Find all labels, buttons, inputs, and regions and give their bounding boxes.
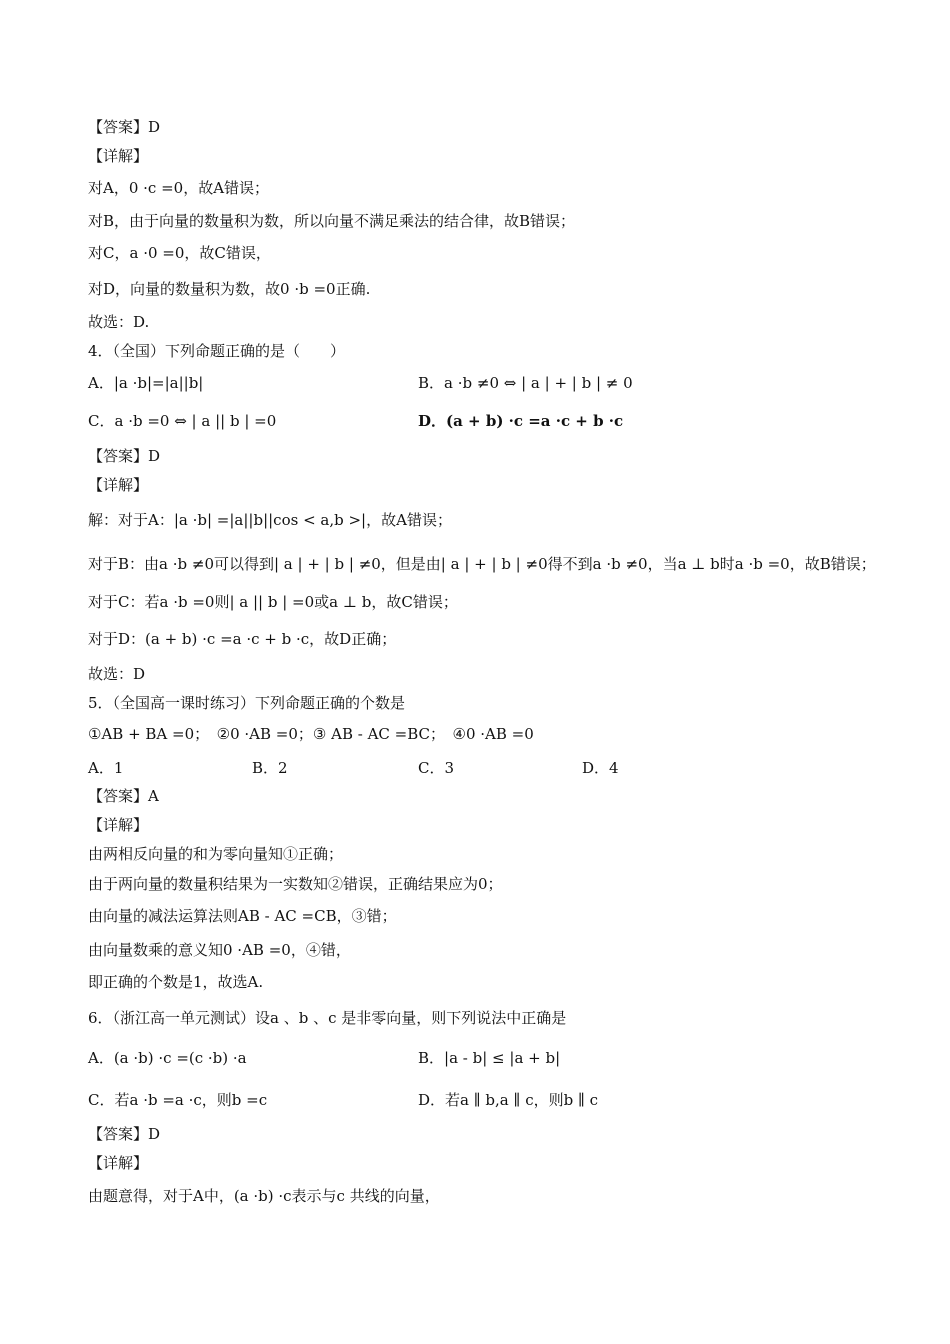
q6-option-b: B．|a - b| ≤ |a + b|	[418, 1049, 561, 1067]
q5-option-b: B．2	[252, 759, 288, 777]
q5-option-c: C．3	[418, 759, 455, 777]
explanation-line: 解：对于A：|a ·b| =|a||b||cos < a,b >|，故A错误；	[88, 511, 452, 529]
q5-statements: ①AB + BA =0； ②0 ·AB =0；③ AB - AC =BC； ④0 ·AB =0	[88, 725, 534, 743]
answer-label-q6: 【答案】D	[88, 1125, 161, 1143]
explanation-line: 由于两向量的数量积结果为一实数知②错误，正确结果应为0；	[88, 875, 503, 893]
explanation-line: 对A，0 ·c =0，故A错误；	[88, 179, 270, 197]
conclusion-line: 即正确的个数是1，故选A.	[88, 973, 264, 991]
explanation-line: 对于C：若a ·b =0则| a || b | =0或a ⊥ b，故C错误；	[88, 593, 458, 611]
q6-option-c: C．若a ·b =a ·c，则b =c	[88, 1091, 268, 1109]
answer-label-q5: 【答案】A	[88, 787, 159, 805]
q5-option-a: A．1	[88, 759, 124, 777]
explanation-line: 对D，向量的数量积为数，故0 ·b =0正确.	[88, 280, 371, 298]
answer-label-q3: 【答案】D	[88, 118, 161, 136]
explanation-line: 由向量的减法运算法则AB - AC =CB，③错；	[88, 907, 397, 925]
question-5-title: 5．（全国高一课时练习）下列命题正确的个数是	[88, 694, 406, 712]
explanation-line: 对于B：由a ·b ≠0可以得到| a | + | b | ≠0，但是由| a | + | b | ≠0得不到a ·b ≠0，当a ⊥ b时a ·b =0，故B错误；	[88, 555, 876, 573]
q4-option-b: B．a ·b ≠0 ⇔ | a | + | b | ≠ 0	[418, 374, 633, 392]
q6-option-a: A．(a ·b) ·c =(c ·b) ·a	[88, 1049, 247, 1067]
explanation-line: 由题意得，对于A中，(a ·b) ·c表示与c 共线的向量，	[88, 1187, 440, 1205]
explanation-line: 对B，由于向量的数量积为数，所以向量不满足乘法的结合律，故B错误；	[88, 212, 576, 230]
q4-option-d: D．(a + b) ·c =a ·c + b ·c	[418, 412, 624, 430]
question-6-title: 6．（浙江高一单元测试）设a 、b 、c 是非零向量，则下列说法中正确是	[88, 1009, 567, 1027]
q4-option-c: C．a ·b =0 ⇔ | a || b | =0	[88, 412, 277, 430]
explanation-line: 由向量数乘的意义知0 ·AB =0，④错，	[88, 941, 351, 959]
explanation-line: 对C，a ·0 =0，故C错误，	[88, 244, 271, 262]
question-4-title: 4．（全国）下列命题正确的是（ ）	[88, 342, 346, 360]
explanation-label-q6: 【详解】	[88, 1154, 149, 1172]
conclusion-line: 故选：D	[88, 665, 146, 683]
explanation-label-q3: 【详解】	[88, 147, 149, 165]
explanation-line: 对于D：(a + b) ·c =a ·c + b ·c，故D正确；	[88, 630, 397, 648]
explanation-label-q4: 【详解】	[88, 476, 149, 494]
q5-option-d: D．4	[582, 759, 619, 777]
explanation-line: 由两相反向量的和为零向量知①正确；	[88, 845, 344, 863]
q4-option-a: A．|a ·b|=|a||b|	[88, 374, 204, 392]
answer-label-q4: 【答案】D	[88, 447, 161, 465]
q6-option-d: D．若a ∥ b,a ∥ c，则b ∥ c	[418, 1091, 599, 1109]
explanation-label-q5: 【详解】	[88, 816, 149, 834]
conclusion-line: 故选：D.	[88, 313, 150, 331]
